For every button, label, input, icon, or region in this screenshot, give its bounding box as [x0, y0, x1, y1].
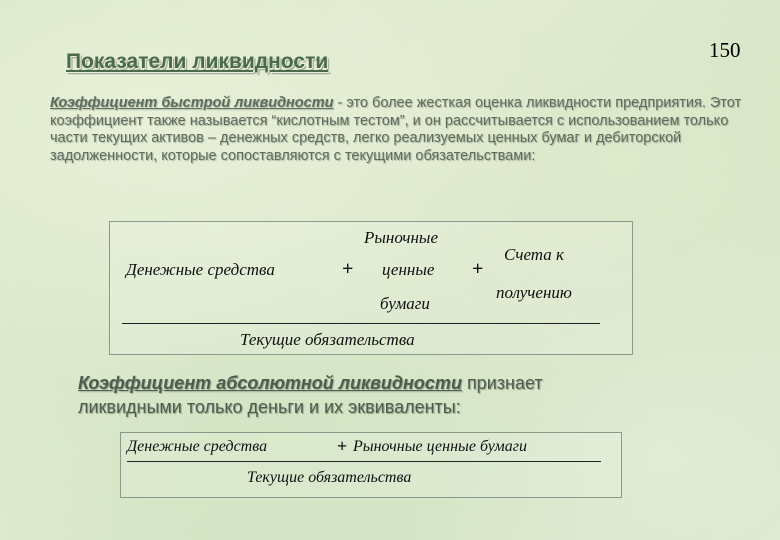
quick-ratio-formula [109, 221, 633, 355]
formula2-securities: Рыночные ценные бумаги [353, 438, 527, 455]
fraction-bar [122, 323, 600, 324]
formula-securities-line2: ценные [382, 260, 435, 279]
quick-ratio-definition: - это более жесткая оценка ликвидности предприятия. Этот коэффициент также называется “кислотным тестом”, и он рассчитывается с использованием только части текущих активов – денежных средств, легко реализуемых ценных бумаг и дебиторской задолженности, которые сопоставляются с текущими обязательствами: [50, 95, 742, 164]
absolute-ratio-definition: признает ликвидными только деньги и их эквиваленты: [78, 373, 543, 417]
formula-plus-2: + [472, 258, 484, 280]
quick-ratio-term: Коэффициент быстрой ликвидности [50, 95, 334, 111]
formula-receivables-line1: Счета к [504, 245, 564, 264]
fraction-bar-2 [127, 461, 601, 462]
formula-securities-line1: Рыночные [364, 228, 438, 247]
quick-ratio-paragraph [50, 95, 750, 165]
formula-cash: Денежные средства [126, 260, 275, 279]
formula-plus-1: + [342, 258, 354, 280]
absolute-ratio-term: Коэффициент абсолютной ликвидности [78, 373, 462, 393]
formula2-denominator: Текущие обязательства [247, 469, 412, 486]
formula2-cash: Денежные средства [127, 438, 268, 455]
absolute-ratio-formula [120, 432, 622, 498]
absolute-ratio-paragraph [78, 371, 638, 419]
formula-receivables-line2: получению [496, 283, 572, 302]
formula2-plus: + [337, 436, 348, 456]
formula-denominator: Текущие обязательства [240, 330, 415, 349]
page-number: 150 [709, 38, 741, 62]
formula-securities-line3: бумаги [380, 294, 430, 313]
slide-title: Показатели ликвидности [66, 50, 329, 73]
